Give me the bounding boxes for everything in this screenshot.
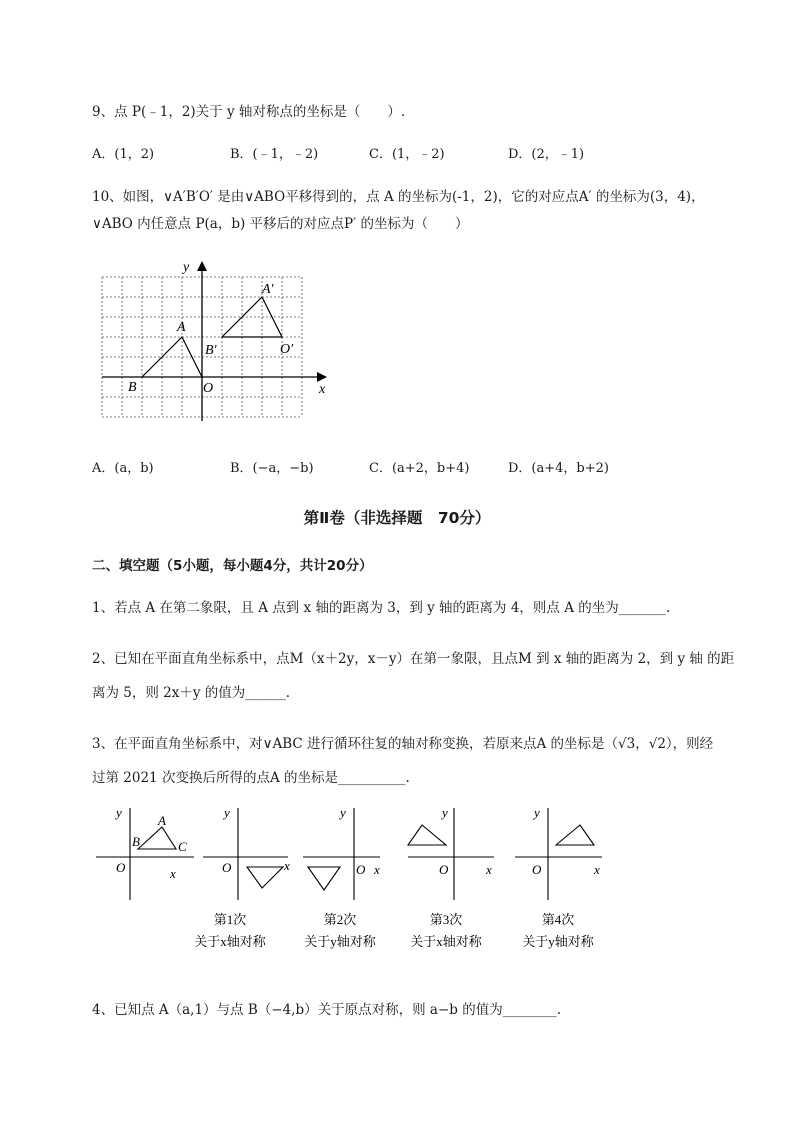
q3-panel-0-labels [114, 805, 187, 881]
q3-caption-1-step: 第1次 [213, 912, 247, 927]
q3-panel-2-labels [338, 805, 380, 877]
fill-q2-line2: 离为 5，则 2x＋y 的值为______. [92, 685, 291, 701]
q3-p4-y: y [534, 805, 540, 820]
q3-caption-3-step: 第3次 [429, 912, 463, 927]
q3-caption-3-desc: 关于x轴对称 [410, 934, 482, 949]
q3-caption-2-step: 第2次 [323, 912, 357, 927]
q3-p1-o: O [222, 860, 232, 875]
q9-option-d: D．(2，﹣1) [508, 147, 585, 162]
q3-p3-x: x [486, 862, 492, 877]
q3-p4-x: x [594, 862, 600, 877]
q3-panel-1-labels [222, 805, 290, 875]
q10-option-c: C．(a+2，b+4) [369, 461, 470, 476]
fill-q4: 4、已知点 A（a,1）与点 B（−4,b）关于原点对称，则 a−b 的值为________. [92, 1002, 561, 1018]
q10-y-label: y [183, 260, 190, 275]
q3-p1-x: x [284, 858, 290, 873]
q10-stem-line2: ∨ABO 内任意点 P(a，b) 平移后的对应点P′ 的坐标为（ ） [92, 216, 469, 232]
q10-figure [95, 255, 340, 425]
q3-o-label: O [116, 860, 126, 875]
q10-x-label: x [319, 382, 326, 397]
q3-transform-figure [90, 800, 610, 960]
q3-p3-o: O [439, 862, 449, 877]
fill-q2-line1: 2、已知在平面直角坐标系中，点M（x＋2y，x－y）在第一象限，且点M 到 x 轴的距离为 2，到 y 轴 的距 [92, 651, 735, 667]
q3-caption-4-step: 第4次 [541, 912, 575, 927]
q9-stem: 9、点 P(﹣1，2)关于 y 轴对称点的坐标是（ ）. [92, 104, 406, 120]
q3-y-label: y [116, 805, 122, 820]
q9-option-c: C．(1，﹣2) [369, 147, 445, 162]
q10-label-b-prime: B′ [205, 343, 217, 358]
q10-option-b: B．(−a，−b) [230, 461, 314, 476]
q3-caption-1-desc: 关于x轴对称 [194, 934, 266, 949]
part2-heading: 二、填空题（5小题，每小题4分，共计20分） [92, 558, 373, 574]
q10-option-d: D．(a+4，b+2) [508, 461, 609, 476]
q9-option-a: A．(1，2) [92, 147, 155, 162]
q3-p1-y: y [224, 805, 230, 820]
q3-label-c: C [178, 839, 187, 854]
q10-label-o: O [203, 381, 214, 396]
q3-p2-o: O [356, 862, 366, 877]
q3-label-a: A [158, 813, 166, 828]
q3-panel-3-labels [439, 805, 492, 877]
q3-x-label: x [170, 866, 176, 881]
q10-label-b: B [128, 380, 137, 395]
q3-caption-4-desc: 关于y轴对称 [522, 934, 594, 949]
fill-q1: 1、若点 A 在第二象限，且 A 点到 x 轴的距离为 3，到 y 轴的距离为 4，则点 A 的坐为_______. [92, 600, 671, 616]
fill-q3-line2: 过第 2021 次变换后所得的点A 的坐标是__________. [92, 770, 410, 786]
q3-label-b: B [132, 834, 140, 849]
q3-p4-o: O [532, 862, 542, 877]
section-title: 第Ⅱ卷（非选择题 70分） [303, 509, 491, 527]
q3-p2-x: x [374, 862, 380, 877]
q3-caption-2-desc: 关于y轴对称 [304, 934, 376, 949]
q10-label-o-prime: O′ [280, 342, 294, 357]
q3-p3-y: y [442, 805, 448, 820]
fill-q3-line1: 3、在平面直角坐标系中，对∨ABC 进行循环往复的轴对称变换，若原来点A 的坐标是（√3，√2），则经 [92, 736, 714, 752]
q10-stem-line1: 10、如图，∨A′B′O′ 是由∨ABO平移得到的，点 A 的坐标为(-1，2)，它的对应点A′ 的坐标为(3，4)， [92, 189, 705, 205]
q3-p2-y: y [340, 805, 346, 820]
q10-label-a: A [177, 320, 186, 335]
q10-label-a-prime: A′ [262, 282, 274, 297]
q3-panel-4-labels [532, 805, 600, 877]
q9-option-b: B．(﹣1，﹣2) [230, 147, 319, 162]
q10-option-a: A．(a，b) [92, 461, 154, 476]
